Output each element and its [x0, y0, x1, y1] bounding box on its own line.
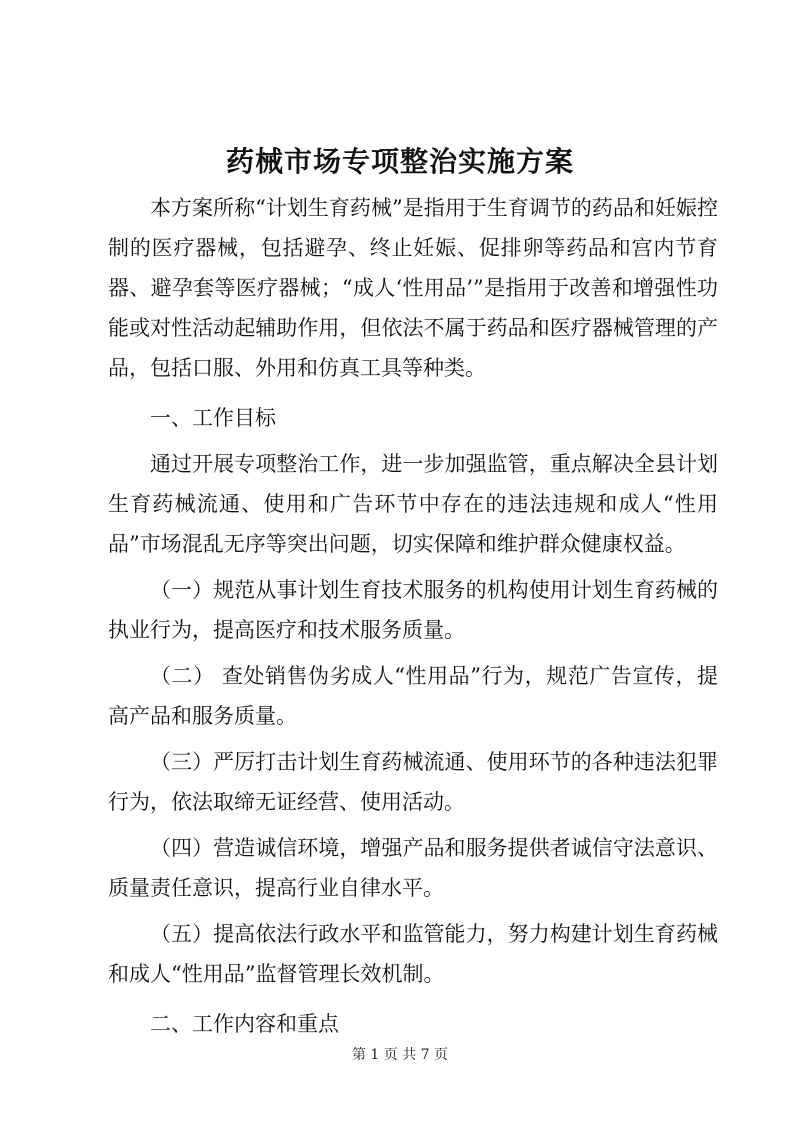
goal-item-3: （三）严厉打击计划生育药械流通、使用环节的各种违法犯罪行为，依法取缔无证经营、使用活动。 — [108, 750, 718, 814]
goal-item-2: （二） 查处销售伪劣成人“性用品”行为，规范广告宣传，提高产品和服务质量。 — [108, 664, 718, 728]
document-body — [108, 188, 718, 1050]
goal-item-4: （四）营造诚信环境，增强产品和服务提供者诚信守法意识、质量责任意识，提高行业自律水平。 — [108, 836, 718, 900]
goal-item-1: （一）规范从事计划生育技术服务的机构使用计划生育药械的执业行为，提高医疗和技术服务质量。 — [108, 578, 718, 642]
section-heading-content: 二、工作内容和重点 — [150, 1012, 339, 1036]
goals-paragraph: 通过开展专项整治工作，进一步加强监管，重点解决全县计划生育药械流通、使用和广告环节中存在的违法违规和成人“性用品”市场混乱无序等突出问题，切实保障和维护群众健康权益。 — [108, 452, 718, 556]
section-heading-goals: 一、工作目标 — [150, 406, 276, 430]
document-title: 药械市场专项整治实施方案 — [225, 145, 574, 178]
goal-item-5: （五）提高依法行政水平和监管能力，努力构建计划生育药械和成人“性用品”监督管理长效机制。 — [108, 922, 718, 986]
intro-paragraph: 本方案所称“计划生育药械”是指用于生育调节的药品和妊娠控制的医疗器械，包括避孕、终止妊娠、促排卵等药品和宫内节育器、避孕套等医疗器械；“成人‘性用品’”是指用于改善和增强性功能或对性活动起辅助作用，但依法不属于药品和医疗器械管理的产品，包括口服、外用和仿真工具等种类。 — [108, 196, 718, 380]
page-footer: 第 1 页 共 7 页 — [351, 1047, 449, 1063]
